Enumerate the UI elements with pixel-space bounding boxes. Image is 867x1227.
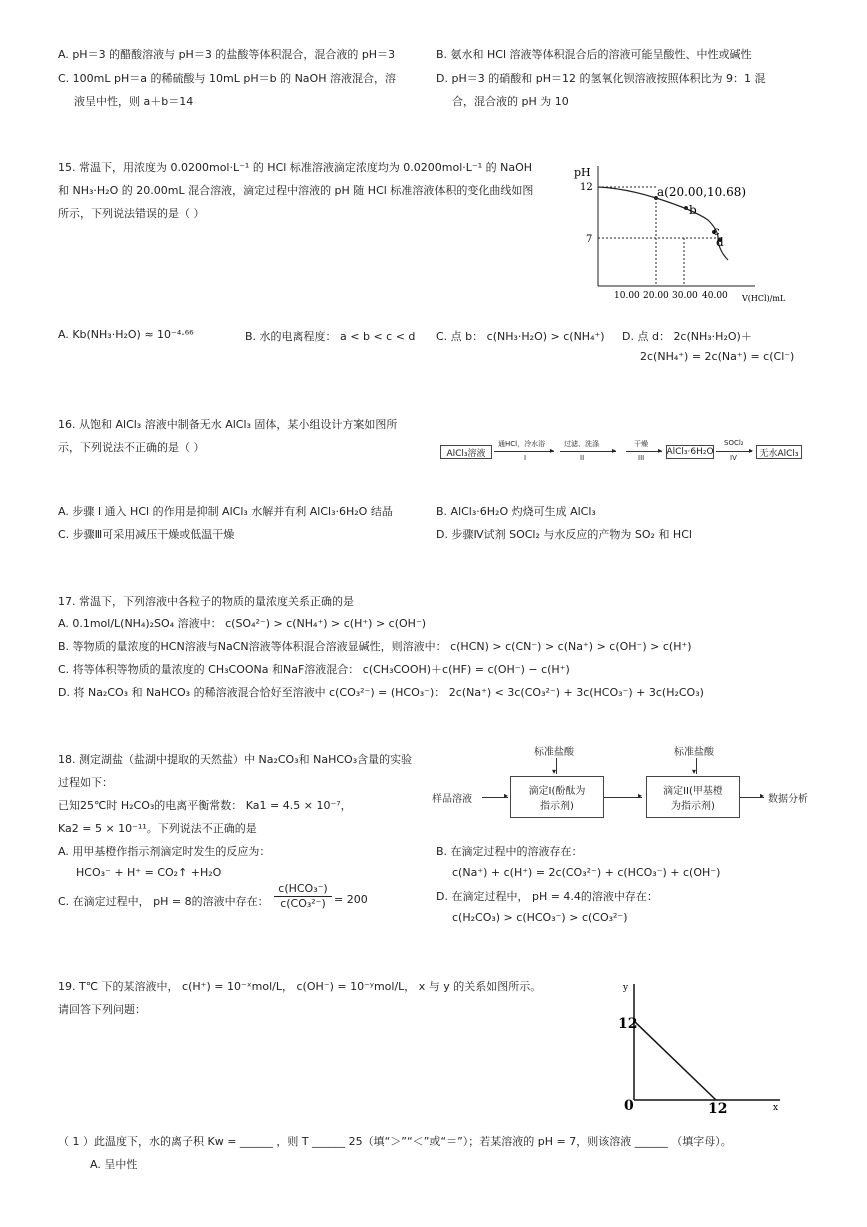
q18-option-b-line2: c(Na⁺) + c(H⁺) = 2c(CO₃²⁻) + c(HCO₃⁻) + c(OH⁻) (452, 866, 721, 879)
q14-option-c-line2: 液呈中性，则 a＋b＝14 (74, 95, 194, 108)
q18-box-titration-2 (646, 776, 740, 818)
q18-top-label-2: 标准盐酸 (674, 747, 714, 758)
q16-flowchart: AlCl₃溶液 通HCl，冷水浴 I ▸ 过滤、洗涤 II ▸ 干燥 III ▸ AlCl₃·6H₂O SOCl₂ IV ▸ 无水AlCl₃ (440, 440, 802, 464)
q17-option-a: A. 0.1mol/L(NH₄)₂SO₄ 溶液中： c(SO₄²⁻) > c(NH₄⁺) > c(H⁺) > c(OH⁻) (58, 617, 427, 630)
q18-start-label: 样品溶液 (432, 794, 472, 805)
q18-end-label: 数据分析 (768, 794, 808, 805)
q16-box-alcl3-solution: AlCl₃溶液 (440, 445, 492, 459)
q16-box-anhydrous-alcl3: 无水AlCl₃ (756, 445, 802, 459)
q15-x-tick-10: 10.00 (614, 291, 640, 301)
q14-option-b: B. 氨水和 HCl 溶液等体积混合后的溶液可能呈酸性、中性或碱性 (436, 48, 752, 61)
q18-fraction-numerator: c(HCO₃⁻) (274, 882, 332, 897)
q15-y-tick-12: 12 (580, 182, 593, 193)
q18-box1-line1: 滴定I(酚酞为 (528, 786, 586, 797)
q16-step2-top: 过滤、洗涤 (564, 440, 599, 448)
q16-step1-bot: I (524, 454, 527, 462)
q18-option-d-line1: D. 在滴定过程中， pH = 4.4的溶液中存在： (436, 890, 658, 903)
q15-option-a: A. Kb(NH₃·H₂O) ≈ 10⁻⁴·⁶⁶ (58, 328, 194, 341)
q14-option-a: A. pH＝3 的醋酸溶液与 pH＝3 的盐酸等体积混合，混合液的 pH＝3 (58, 48, 396, 61)
q15-x-axis-label: V(HCl)/mL (742, 294, 786, 303)
q18-option-a-line2: HCO₃⁻ + H⁺ = CO₂↑ +H₂O (76, 866, 222, 879)
q18-fraction-denominator: c(CO₃²⁻) (280, 897, 326, 910)
q18-box2-line1: 滴定II(甲基橙 (663, 786, 723, 797)
q19-y-tick-12: 12 (618, 1016, 638, 1032)
q15-point-a-label: a(20.00,10.68) (657, 185, 747, 199)
q19-xy-graph (610, 976, 790, 1118)
q16-option-d: D. 步骤Ⅳ试剂 SOCl₂ 与水反应的产物为 SO₂ 和 HCl (436, 528, 692, 541)
q15-point-b-label: b (689, 203, 697, 217)
q18-stem-line2: 过程如下： (58, 776, 113, 789)
q18-box2-line2: 为指示剂) (671, 801, 715, 812)
q17-option-b: B. 等物质的量浓度的HCN溶液与NaCN溶液等体积混合溶液显碱性，则溶液中： c(HCN) > c(CN⁻) > c(Na⁺) > c(OH⁻) > c(H⁺) (58, 640, 692, 653)
q18-flowchart: 标准盐酸 ▾ 标准盐酸 ▾ 样品溶液 ▸ 滴定I(酚酞为 指示剂) ▸ 滴定II(甲基橙 为指示剂) ▸ 数据分析 (430, 740, 840, 820)
q15-stem-line1: 15. 常温下，用浓度为 0.0200mol·L⁻¹ 的 HCl 标准溶液滴定浓度均为 0.0200mol·L⁻¹ 的 NaOH (58, 161, 533, 174)
q14-option-d-line1: D. pH＝3 的硝酸和 pH＝12 的氢氧化钡溶液按照体积比为 9：1 混 (436, 72, 766, 85)
q15-point-d-label: d (716, 235, 724, 249)
q19-subquestion-1: （ 1 ）此温度下，水的离子积 Kw = ______ ，则 T ______ 25（填“＞”“＜”或“＝”）；若某溶液的 pH = 7，则该溶液 ______ （填字母）。 (58, 1135, 732, 1148)
q15-point-b-marker (684, 206, 688, 210)
q16-step2-bot: II (580, 454, 585, 462)
q15-stem-line3: 所示，下列说法错误的是（ ） (58, 207, 205, 220)
q19-subquestion-1-option-a: A. 呈中性 (90, 1158, 138, 1171)
q19-stem-line1: 19. T℃ 下的某溶液中， c(H⁺) = 10⁻ˣmol/L， c(OH⁻) = 10⁻ʸmol/L， x 与 y 的关系如图所示。 (58, 980, 542, 993)
q19-x-axis-label: x (773, 1103, 779, 1113)
q15-option-d-line2: 2c(NH₄⁺) = 2c(Na⁺) = c(Cl⁻) (640, 350, 795, 363)
q16-step4-top: SOCl₂ (724, 439, 744, 447)
q17-option-c: C. 将等体积等物质的量浓度的 CH₃COONa 和NaF溶液混合： c(CH₃COOH)＋c(HF) = c(OH⁻) − c(H⁺) (58, 663, 570, 676)
q19-line (634, 1021, 716, 1100)
q19-x-tick-12: 12 (708, 1101, 728, 1117)
q16-step3-bot: III (638, 454, 645, 462)
q14-option-c-line1: C. 100mL pH＝a 的稀硫酸与 10mL pH＝b 的 NaOH 溶液混合，溶 (58, 72, 396, 85)
q15-option-d-line1: D. 点 d： 2c(NH₃·H₂O)＋ (622, 330, 752, 343)
q18-box-titration-1 (510, 776, 604, 818)
q16-step4-bot: IV (730, 454, 737, 462)
q18-top-label-1: 标准盐酸 (534, 747, 574, 758)
q16-step1-top: 通HCl，冷水浴 (498, 440, 546, 448)
q15-option-c: C. 点 b： c(NH₃·H₂O) > c(NH₄⁺) (436, 330, 605, 343)
q15-x-tick-30: 30.00 (672, 291, 698, 301)
q15-option-b: B. 水的电离程度： a < b < c < d (245, 330, 416, 343)
q15-y-axis-label: pH (574, 166, 591, 179)
q18-box1-line2: 指示剂) (540, 801, 574, 812)
q18-option-c-value: = 200 (334, 893, 368, 906)
q18-option-c-line1: C. 在滴定过程中， pH = 8的溶液中存在： (58, 895, 269, 908)
q16-option-b: B. AlCl₃·6H₂O 灼烧可生成 AlCl₃ (436, 505, 596, 518)
q16-step3-top: 干燥 (634, 440, 648, 448)
q15-y-tick-7: 7 (586, 234, 593, 245)
q15-point-c-label: c (713, 224, 720, 238)
q18-option-d-line2: c(H₂CO₃) > c(HCO₃⁻) > c(CO₃²⁻) (452, 911, 628, 924)
q18-stem-line1: 18. 测定湖盐（盐湖中提取的天然盐）中 Na₂CO₃和 NaHCO₃含量的实验 (58, 753, 413, 766)
q15-titration-graph (560, 158, 790, 308)
q18-stem-line3: 已知25℃时 H₂CO₃的电离平衡常数： Ka1 = 4.5 × 10⁻⁷， (58, 799, 352, 812)
q16-box-alcl3-hydrate: AlCl₃·6H₂O (666, 447, 714, 457)
q19-origin: 0 (624, 1098, 634, 1114)
q18-stem-line4: Ka2 = 5 × 10⁻¹¹。下列说法不正确的是 (58, 822, 257, 835)
q17-option-d: D. 将 Na₂CO₃ 和 NaHCO₃ 的稀溶液混合恰好至溶液中 c(CO₃²⁻) = (HCO₃⁻)： 2c(Na⁺) < 3c(CO₃²⁻) + 3c(HCO₃⁻) + 3c(H₂CO₃) (58, 686, 704, 699)
q16-option-a: A. 步骤 I 通入 HCl 的作用是抑制 AlCl₃ 水解并有利 AlCl₃·6H₂O 结晶 (58, 505, 393, 518)
q16-stem-line2: 示，下列说法不正确的是（ ） (58, 441, 205, 454)
q18-option-b-line1: B. 在滴定过程中的溶液存在： (436, 845, 583, 858)
q15-x-tick-40: 40.00 (702, 291, 728, 301)
q16-option-c: C. 步骤Ⅲ可采用减压干燥或低温干燥 (58, 528, 235, 541)
q19-stem-line2: 请回答下列问题： (58, 1003, 146, 1016)
q18-option-c-fraction (274, 882, 332, 910)
q16-stem-line1: 16. 从饱和 AlCl₃ 溶液中制备无水 AlCl₃ 固体，某小组设计方案如图所 (58, 418, 398, 431)
q17-stem: 17. 常温下，下列溶液中各粒子的物质的量浓度关系正确的是 (58, 595, 354, 608)
q18-option-a-line1: A. 用甲基橙作指示剂滴定时发生的反应为： (58, 845, 271, 858)
q14-option-d-line2: 合，混合液的 pH 为 10 (452, 95, 569, 108)
q19-y-axis-label: y (623, 983, 629, 993)
q15-x-tick-20: 20.00 (643, 291, 669, 301)
q15-stem-line2: 和 NH₃·H₂O 的 20.00mL 混合溶液，滴定过程中溶液的 pH 随 HCl 标准溶液体积的变化曲线如图 (58, 184, 534, 197)
